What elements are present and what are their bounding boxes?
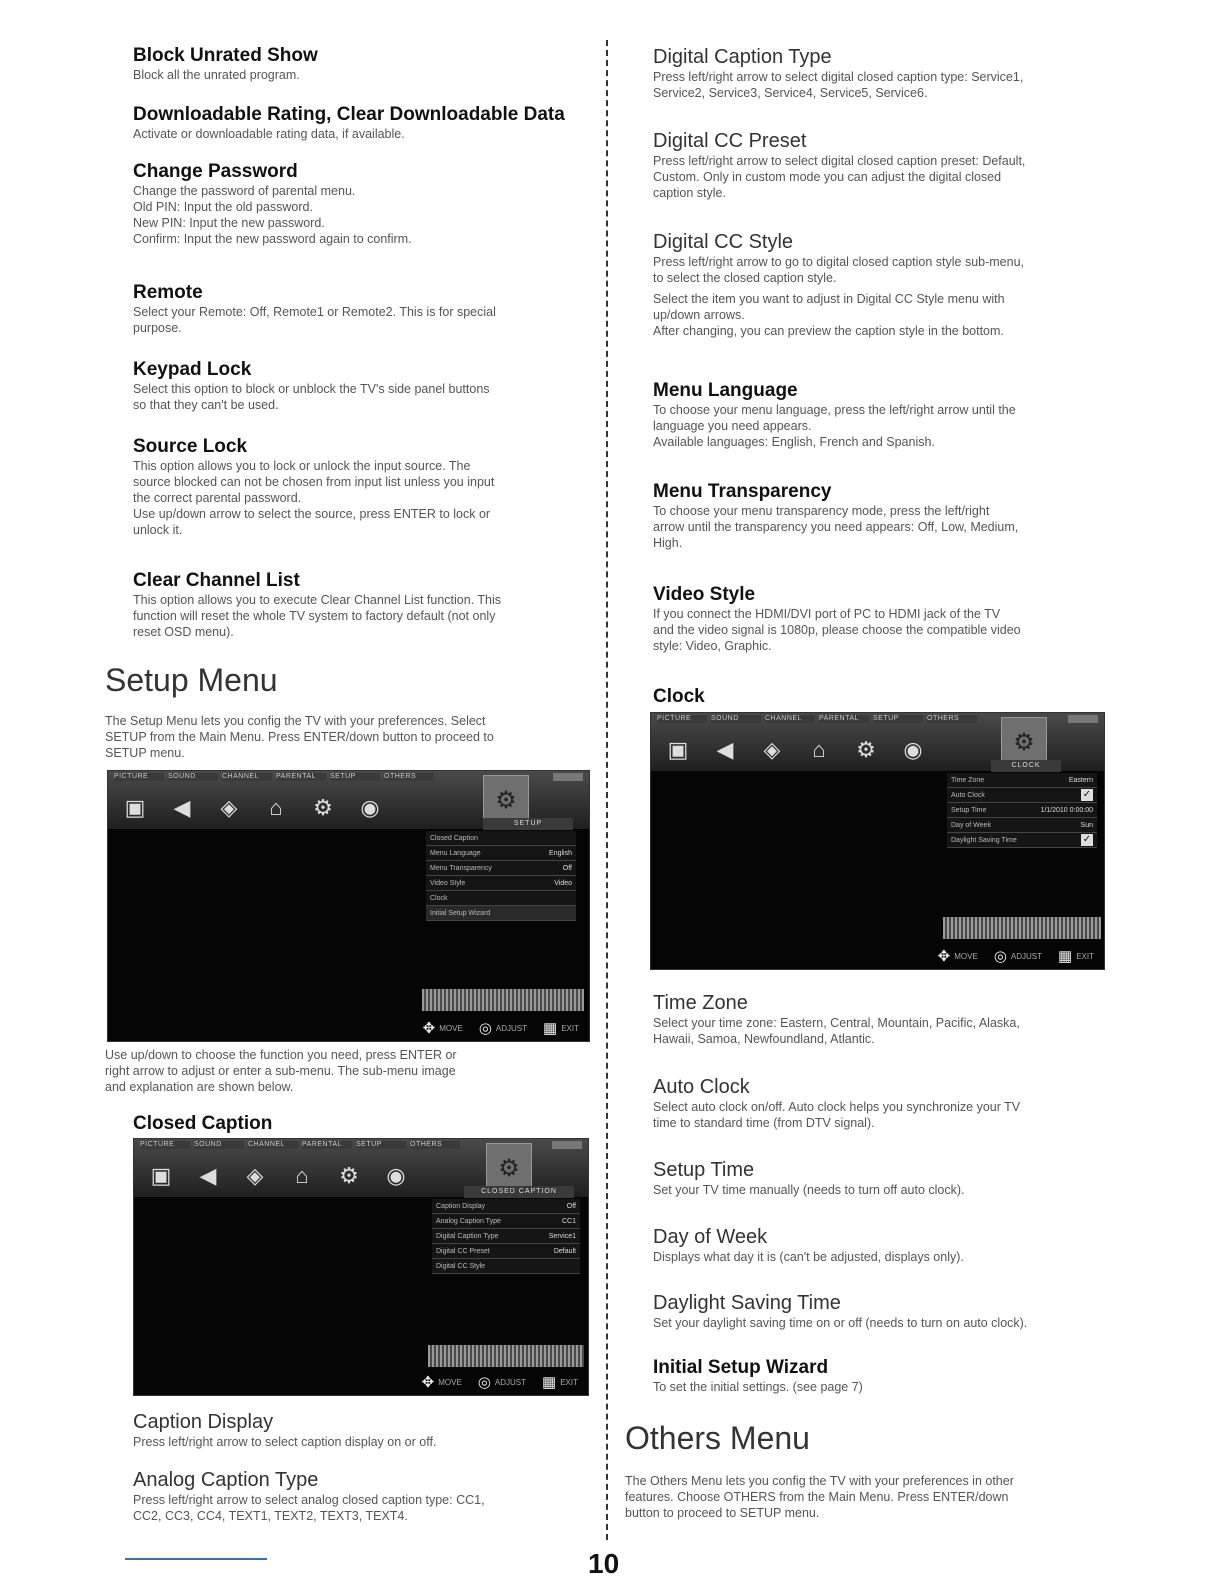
footer-label: ADJUST: [494, 1377, 527, 1387]
text-source-lock: [133, 458, 590, 538]
move-icon: ✥: [421, 1374, 435, 1391]
text-initial-setup: To set the initial settings. (see page 7): [653, 1380, 863, 1394]
text-line: Press left/right arrow to select digital closed caption preset: Default,: [653, 154, 1026, 168]
section-day-of-week: [625, 1226, 1110, 1265]
tv-tabs: [657, 715, 977, 723]
tv-footer: [422, 1373, 578, 1391]
section-keypad-lock: [105, 359, 590, 413]
heading-menu-transparency: Menu Transparency: [653, 481, 832, 502]
exit-icon: ▦: [543, 1020, 558, 1037]
heading-digital-cc-style: Digital CC Style: [653, 231, 794, 253]
text-line: This option allows you to execute Clear Channel List function. This: [133, 593, 502, 607]
tv-tab-parental: PARENTAL: [276, 773, 326, 781]
text-line: To choose your menu transparency mode, press the left/right: [653, 504, 990, 518]
text-day-of-week: Displays what day it is (can't be adjusted, displays only).: [653, 1250, 964, 1264]
text-line: CC2, CC3, CC4, TEXT1, TEXT2, TEXT3, TEXT4.: [133, 1509, 408, 1523]
heading-caption-display: Caption Display: [133, 1411, 274, 1433]
text-line: Select this option to block or unblock the TV's side panel buttons: [133, 382, 490, 396]
heading-change-password: Change Password: [133, 161, 298, 182]
row-label: Clock: [430, 894, 448, 902]
text-line: Select the item you want to adjust in Digital CC Style menu with: [653, 292, 1005, 306]
heading-analog-caption: Analog Caption Type: [133, 1469, 319, 1491]
text-line: Hawaii, Samoa, Newfoundland, Atlantic.: [653, 1032, 875, 1046]
tv-sub-label: CLOCK: [991, 760, 1061, 772]
column-divider: [606, 40, 608, 1540]
tv-menu-row: [426, 846, 576, 861]
section-auto-clock: [625, 1076, 1110, 1131]
gear-icon: ⚙: [856, 737, 876, 762]
text-change-password: [133, 183, 590, 247]
tv-icons: [118, 791, 387, 825]
text-line: caption style.: [653, 186, 726, 200]
row-label: Caption Display: [436, 1202, 486, 1210]
speaker-icon: ◀: [173, 795, 191, 820]
tv-tab-parental: PARENTAL: [302, 1141, 352, 1149]
text-line: features. Choose OTHERS from the Main Menu. Press ENTER/down: [625, 1490, 1009, 1504]
text-line: SETUP from the Main Menu. Press ENTER/down button to proceed to: [105, 730, 494, 744]
speaker-icon: ◀: [199, 1163, 217, 1188]
heading-source-lock: Source Lock: [133, 436, 248, 457]
heading-digital-caption-type: Digital Caption Type: [653, 46, 832, 68]
section-clock: [625, 686, 1110, 708]
tv-tab-others: OTHERS: [410, 1141, 460, 1149]
text-digital-caption-type: [653, 69, 1110, 101]
move-icon: ✥: [937, 948, 951, 965]
lock-icon: ⌂: [812, 737, 826, 762]
tv-footer-move: [423, 1019, 463, 1037]
tv-menu-row: [432, 1244, 580, 1259]
text-line: and the video signal is 1080p, please choose the compatible video: [653, 623, 1021, 637]
row-value: Sun: [1080, 821, 1093, 829]
tv-exit-tab: [1068, 715, 1098, 723]
text-line: Use up/down arrow to select the source, press ENTER to lock or: [133, 507, 491, 521]
tv-exit-tab: [553, 773, 583, 781]
text-menu-language: [653, 402, 1110, 450]
checkbox-checked-icon: ✓: [1082, 789, 1092, 800]
section-daylight-saving: [625, 1292, 1110, 1331]
gear-icon: ⚙: [339, 1163, 359, 1188]
row-label: Menu Transparency: [430, 864, 492, 872]
tv-menu-row: [426, 861, 576, 876]
row-label: Time Zone: [951, 776, 985, 784]
footer-label: EXIT: [560, 1377, 578, 1387]
section-digital-caption-type: [625, 46, 1110, 101]
text-line: right arrow to adjust or enter a sub-menu. The sub-menu image: [105, 1064, 456, 1078]
tv-footer-exit: [543, 1019, 579, 1037]
section-source-lock: [105, 436, 590, 538]
tv-picture-icon: ▣: [667, 737, 689, 762]
text-analog-caption: [133, 1492, 590, 1524]
tv-footer: [938, 947, 1094, 965]
text-line: language you need appears.: [653, 419, 812, 433]
tv-footer-exit: [542, 1373, 578, 1391]
text-line: Press left/right arrow to go to digital closed caption style sub-menu,: [653, 255, 1025, 269]
section-closed-caption: [105, 1113, 590, 1135]
tv-tab-sound: SOUND: [168, 773, 218, 781]
row-value: English: [549, 849, 572, 857]
page-number: 10: [588, 1548, 620, 1579]
heading-remote: Remote: [133, 282, 203, 303]
footer-label: ADJUST: [1010, 951, 1043, 961]
heading-menu-language: Menu Language: [653, 380, 798, 401]
tv-tab-setup: SETUP: [330, 773, 380, 781]
text-line: SETUP menu.: [105, 746, 185, 760]
tv-footer-adjust: [479, 1019, 527, 1037]
row-label: Closed Caption: [430, 834, 478, 842]
row-value: Video: [554, 879, 572, 887]
tv-menu-row: [947, 773, 1097, 788]
tv-tab-picture: PICTURE: [114, 773, 164, 781]
text-line: function will reset the whole TV system to factory default (not only: [133, 609, 496, 623]
exit-icon: ▦: [1058, 948, 1073, 965]
lock-icon: ⌂: [269, 795, 283, 820]
section-setup-menu: [105, 662, 590, 761]
section-block-unrated: [105, 45, 590, 83]
text-block-unrated: Block all the unrated program.: [133, 68, 300, 82]
section-time-zone: [625, 992, 1110, 1047]
section-change-password: [105, 161, 590, 247]
text-line: High.: [653, 536, 683, 550]
cc-options-panel: [432, 1199, 580, 1274]
tv-picture-icon: ▣: [150, 1163, 172, 1188]
row-value: Default: [553, 1247, 576, 1255]
heading-day-of-week: Day of Week: [653, 1226, 768, 1248]
section-setup-time: [625, 1159, 1110, 1198]
tv-tab-setup: SETUP: [873, 715, 923, 723]
tv-sub-label: CLOSED CAPTION: [464, 1186, 574, 1198]
text-clear-channel: [133, 592, 590, 640]
others-icon: ◉: [386, 1163, 406, 1188]
row-label: Initial Setup Wizard: [430, 909, 491, 917]
move-icon: ✥: [422, 1020, 436, 1037]
tv-tab-setup: SETUP: [356, 1141, 406, 1149]
row-label: Analog Caption Type: [436, 1217, 501, 1225]
adjust-icon: ◎: [477, 1374, 491, 1391]
heading-others-menu: Others Menu: [625, 1420, 810, 1456]
checkbox-checked-icon: ✓: [1082, 834, 1092, 845]
row-value: Off: [566, 1202, 576, 1210]
tv-sub-label: SETUP: [483, 818, 573, 830]
others-icon: ◉: [360, 795, 380, 820]
heading-block-unrated: Block Unrated Show: [133, 45, 318, 66]
section-caption-display: [105, 1411, 590, 1450]
text-line: New PIN: Input the new password.: [133, 216, 325, 230]
row-label: Digital CC Preset: [436, 1247, 490, 1255]
text-remote: [133, 304, 590, 336]
text-line: source blocked can not be chosen from input list unless you input: [133, 475, 495, 489]
adjust-icon: ◎: [478, 1020, 492, 1037]
tv-exit-tab: [552, 1141, 582, 1149]
footer-label: MOVE: [439, 1023, 463, 1033]
tv-menu-row: [432, 1199, 580, 1214]
text-line: button to proceed to SETUP menu.: [625, 1506, 820, 1520]
text-daylight-saving: Set your daylight saving time on or off (needs to turn on auto clock).: [653, 1316, 1028, 1330]
cc-selected-icon: ⚙: [486, 1143, 532, 1193]
satellite-icon: ◈: [763, 737, 781, 762]
heading-clear-channel: Clear Channel List: [133, 570, 300, 591]
text-line: style: Video, Graphic.: [653, 639, 772, 653]
section-video-style: [625, 584, 1110, 654]
text-video-style: [653, 606, 1110, 654]
tv-menu-row: [426, 906, 576, 921]
tv-tab-others: OTHERS: [927, 715, 977, 723]
tv-icons: [144, 1159, 413, 1193]
text-menu-transparency: [653, 503, 1110, 551]
section-menu-language: [625, 380, 1110, 450]
text-line: to select the closed caption style.: [653, 271, 837, 285]
tv-menu-row: [432, 1259, 580, 1274]
text-downloadable: Activate or downloadable rating data, if available.: [133, 127, 405, 141]
section-others-menu: [625, 1420, 1110, 1521]
tv-tabs: [114, 773, 434, 781]
text-line: arrow until the transparency you need appears: Off, Low, Medium,: [653, 520, 1019, 534]
section-digital-cc-style: [625, 231, 1110, 339]
text-setup-time: Set your TV time manually (needs to turn off auto clock).: [653, 1183, 965, 1197]
footer-label: MOVE: [438, 1377, 462, 1387]
text-time-zone: [653, 1015, 1110, 1047]
tv-menu-row: [426, 831, 576, 846]
tv-tab-sound: SOUND: [711, 715, 761, 723]
text-line: and explanation are shown below.: [105, 1080, 294, 1094]
heading-keypad-lock: Keypad Lock: [133, 359, 252, 380]
heading-time-zone: Time Zone: [653, 992, 748, 1014]
tv-footer-adjust: [994, 947, 1042, 965]
text-line: Press left/right arrow to select digital closed caption type: Service1,: [653, 70, 1024, 84]
heading-clock: Clock: [653, 686, 705, 707]
section-menu-transparency: [625, 481, 1110, 551]
heading-setup-time: Setup Time: [653, 1159, 755, 1181]
row-label: Digital Caption Type: [436, 1232, 499, 1240]
tv-help-bar: [422, 989, 584, 1011]
section-digital-cc-preset: [625, 130, 1110, 201]
speaker-icon: ◀: [716, 737, 734, 762]
tv-menu-row: [426, 876, 576, 891]
text-line: the correct parental password.: [133, 491, 302, 505]
tv-tab-sound: SOUND: [194, 1141, 244, 1149]
text-line: unlock it.: [133, 523, 183, 537]
row-label: Day of Week: [951, 821, 991, 829]
heading-downloadable: Downloadable Rating, Clear Downloadable Data: [133, 104, 565, 125]
row-label: Menu Language: [430, 849, 481, 857]
text-line: Select your time zone: Eastern, Central, Mountain, Pacific, Alaska,: [653, 1016, 1020, 1030]
section-setup-after: [105, 1047, 590, 1095]
gear-icon: ⚙: [313, 795, 333, 820]
tv-footer-move: [422, 1373, 462, 1391]
text-others-menu: [625, 1473, 1110, 1521]
adjust-icon: ◎: [993, 948, 1007, 965]
text-line: Select your Remote: Off, Remote1 or Remote2. This is for special: [133, 305, 496, 319]
footer-rule: [125, 1558, 267, 1560]
tv-footer-move: [938, 947, 978, 965]
text-line: Available languages: English, French and Spanish.: [653, 435, 935, 449]
text-line: The Setup Menu lets you config the TV with your preferences. Select: [105, 714, 486, 728]
heading-closed-caption: Closed Caption: [133, 1113, 273, 1134]
row-value: Off: [562, 864, 572, 872]
text-digital-cc-preset: [653, 153, 1110, 201]
row-value: 1/1/2010 0:00:00: [1040, 806, 1093, 814]
row-label: Setup Time: [951, 806, 987, 814]
satellite-icon: ◈: [246, 1163, 264, 1188]
text-line: Confirm: Input the new password again to confirm.: [133, 232, 412, 246]
row-value: Eastern: [1068, 776, 1093, 784]
text-auto-clock: [653, 1099, 1110, 1131]
closed-caption-screenshot: [133, 1138, 589, 1396]
text-caption-display: Press left/right arrow to select caption display on or off.: [133, 1435, 437, 1449]
clock-screenshot: [650, 712, 1105, 970]
section-remote: [105, 282, 590, 336]
text-line: Custom. Only in custom mode you can adjust the digital closed: [653, 170, 1002, 184]
tv-menu-row: [426, 891, 576, 906]
lock-icon: ⌂: [295, 1163, 309, 1188]
setup-selected-icon: ⚙: [483, 775, 529, 825]
others-icon: ◉: [903, 737, 923, 762]
tv-footer-adjust: [478, 1373, 526, 1391]
tv-menu-row: [432, 1214, 580, 1229]
tv-icons: [661, 733, 930, 767]
row-value: Service1: [548, 1232, 576, 1240]
text-line: This option allows you to lock or unlock the input source. The: [133, 459, 471, 473]
section-analog-caption: [105, 1469, 590, 1524]
tv-tab-parental: PARENTAL: [819, 715, 869, 723]
text-line: Select auto clock on/off. Auto clock helps you synchronize your TV: [653, 1100, 1021, 1114]
tv-help-bar: [428, 1345, 584, 1367]
row-value: CC1: [561, 1217, 576, 1225]
text-setup-menu: [105, 713, 590, 761]
clock-selected-icon: ⚙: [1001, 717, 1047, 767]
footer-label: ADJUST: [495, 1023, 528, 1033]
tv-footer: [423, 1019, 579, 1037]
tv-picture-icon: ▣: [124, 795, 146, 820]
tv-menu-row: [947, 803, 1097, 818]
text-line: so that they can't be used.: [133, 398, 279, 412]
text-line: Press left/right arrow to select analog closed caption type: CC1,: [133, 1493, 485, 1507]
text-keypad-lock: [133, 381, 590, 413]
text-line: Service2, Service3, Service4, Service5, Service6.: [653, 86, 928, 100]
tv-menu-row: [432, 1229, 580, 1244]
row-label: Digital CC Style: [436, 1262, 486, 1270]
footer-label: EXIT: [1076, 951, 1094, 961]
setup-menu-screenshot: [107, 770, 590, 1042]
tv-menu-row: [947, 833, 1097, 848]
heading-digital-cc-preset: Digital CC Preset: [653, 130, 807, 152]
text-line: The Others Menu lets you config the TV with your preferences in other: [625, 1474, 1014, 1488]
text-line: time to standard time (from DTV signal).: [653, 1116, 875, 1130]
tv-tabs: [140, 1141, 460, 1149]
heading-auto-clock: Auto Clock: [653, 1076, 750, 1098]
text-digital-cc-style: [653, 254, 1110, 339]
setup-options-panel: [426, 831, 576, 921]
tv-tab-channel: CHANNEL: [222, 773, 272, 781]
text-line: purpose.: [133, 321, 182, 335]
section-initial-setup: [625, 1357, 1110, 1395]
section-downloadable: [105, 104, 590, 142]
text-setup-after: [105, 1047, 590, 1095]
satellite-icon: ◈: [220, 795, 238, 820]
exit-icon: ▦: [542, 1374, 557, 1391]
tv-help-bar: [943, 917, 1101, 939]
tv-tab-channel: CHANNEL: [765, 715, 815, 723]
text-line: Old PIN: Input the old password.: [133, 200, 313, 214]
heading-daylight-saving: Daylight Saving Time: [653, 1292, 841, 1314]
text-line: If you connect the HDMI/DVI port of PC to HDMI jack of the TV: [653, 607, 1001, 621]
text-line: Use up/down to choose the function you need, press ENTER or: [105, 1048, 457, 1062]
heading-initial-setup: Initial Setup Wizard: [653, 1357, 829, 1378]
text-line: To choose your menu language, press the left/right arrow until the: [653, 403, 1016, 417]
clock-options-panel: [947, 773, 1097, 848]
tv-footer-exit: [1058, 947, 1094, 965]
heading-setup-menu: Setup Menu: [105, 662, 278, 698]
tv-tab-picture: PICTURE: [140, 1141, 190, 1149]
tv-menu-row: [947, 818, 1097, 833]
tv-tab-picture: PICTURE: [657, 715, 707, 723]
tv-tab-channel: CHANNEL: [248, 1141, 298, 1149]
row-label: Video Style: [430, 879, 466, 887]
heading-video-style: Video Style: [653, 584, 756, 605]
row-label: Auto Clock: [951, 791, 985, 799]
text-line: reset OSD menu).: [133, 625, 234, 639]
row-label: Daylight Saving Time: [951, 836, 1017, 844]
text-line: up/down arrows.: [653, 308, 745, 322]
tv-menu-row: [947, 788, 1097, 803]
section-clear-channel: [105, 570, 590, 640]
tv-tab-others: OTHERS: [384, 773, 434, 781]
text-line: After changing, you can preview the caption style in the bottom.: [653, 324, 1004, 338]
footer-label: EXIT: [561, 1023, 579, 1033]
text-line: Change the password of parental menu.: [133, 184, 356, 198]
footer-label: MOVE: [954, 951, 978, 961]
